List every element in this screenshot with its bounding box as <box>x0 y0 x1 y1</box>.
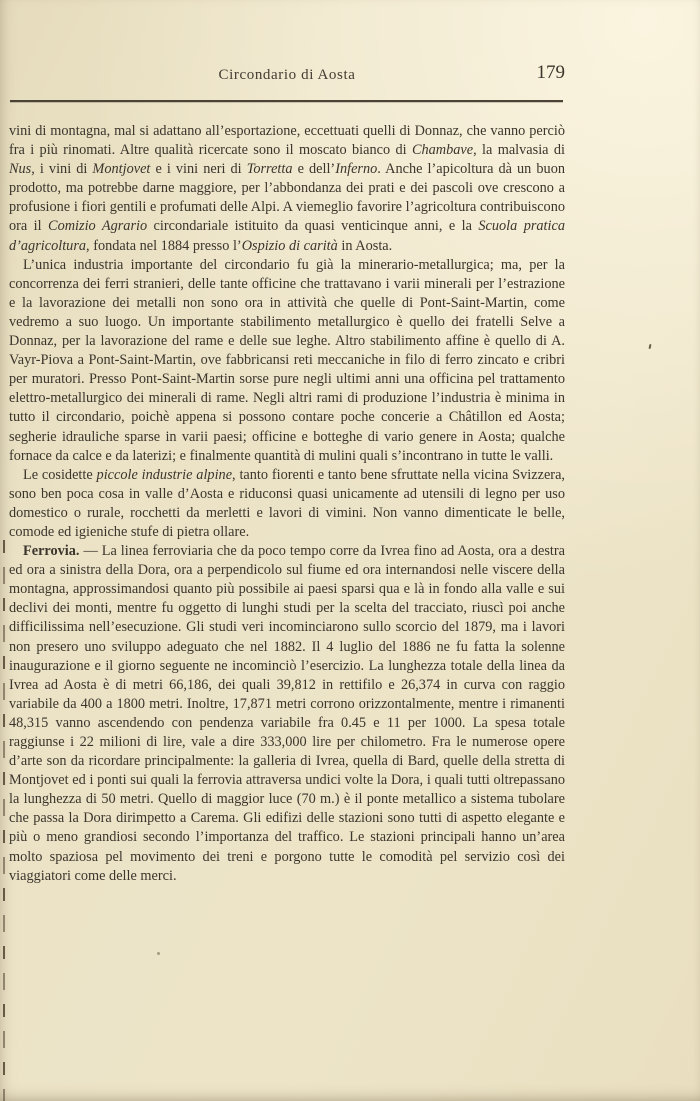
running-title: Circondario di Aosta <box>218 67 356 83</box>
scan-speck <box>648 344 651 349</box>
paragraph-wines-agriculture: vini di montagna, mal si adattano all’esportazione, eccettuati quelli di Donnaz, che vanno perciò fra i più rinomati. Altre qualità ricercate sono il moscato bianco di Chambave, la malvasia di Nus, i vini di Montjovet e i vini neri di Torretta e dell’Inferno. Anche l’apicoltura dà un buon prodotto, ma potrebbe darne maggiore, per l’abbondanza dei prati e dei pascoli ove crescono a profusione i fiori gentili e profumati delle Alpi. A viemeglio favorire l’agricoltura contribuiscono ora il Comizio Agrario circondariale istituito da quasi venticinque anni, e la Scuola pratica d’agricoltura, fondata nel 1884 presso l’Ospizio di carità in Aosta. <box>9 123 565 254</box>
paragraph-alpine-industries: Le cosidette piccole industrie alpine, tanto fiorenti e tanto bene sfruttate nella vicina Svizzera, sono ben poca cosa in valle d’Aosta e riduconsi quasi unicamente ad utensili di legno per uso domestico o rurale, rocchetti da merletti e lavori di vimini. Non vanno dimenticate le belle, comode ed igieniche stufe di pietra ollare. <box>9 466 565 540</box>
page-number: 179 <box>536 62 565 83</box>
paragraph-railway: Ferrovia. — La linea ferroviaria che da poco tempo corre da Ivrea fino ad Aosta, ora a destra ed ora a sinistra della Dora, ora a perpendicolo sul fiume ed ora internandosi nelle viscere della montagna, approssimandosi quanto più possibile ai paesi sparsi qua e là in fondo alla valle e sui declivi dei monti, mentre fu oggetto di lunghi studi per la scelta del tracciato, riuscì poi anche difficilissima nell’esecuzione. Gli studi veri incominciarono sullo scorcio del 1879, ma i lavori non presero uno sviluppo adeguato che nel 1882. Il 4 luglio del 1886 ne fu fatta la solenne inaugurazione e il giorno seguente ne incominciò l’esercizio. La lunghezza totale della linea da Ivrea ad Aosta è di metri 66,186, dei quali 39,812 in rettifilo e 26,374 in curva con raggio variabile da 400 a 1800 metri. Inoltre, 17,871 metri corrono orizzontalmente, mentre i rimanenti 48,315 vanno ascendendo con pendenza variabile fra 0.45 e 11 per 1000. La spesa totale raggiunse i 22 milioni di lire, vale a dire 333,000 lire per chilometro. Fra le numerose opere d’arte son da ricordare principalmente: la galleria di Ivrea, quella di Bard, quelle della stretta di Montjovet ed i ponti sui quali la ferrovia attraversa undici volte la Dora, i quali tutti oltrepassano la lunghezza di 50 metri. Quello di maggior luce (70 m.) è il ponte metallico a sistema tubolare che passa la Dora dirimpetto a Carema. Gli edifizi delle stazioni sono tutti di aspetto elegante e più o meno grandiosi secondo l’importanza del traffico. Le stazioni principali hanno un’area molto spaziosa pel movimento dei treni e porgono tutte le comodità pel servizio così dei viaggiatori come delle merci. <box>9 543 565 884</box>
paragraph-industry: L’unica industria importante del circondario fu già la minerario-metallurgica; ma, per la concorrenza dei ferri stranieri, delle tante officine che trattavano i varii minerali per l’estrazione e la lavorazione dei metalli non sono ora in attività che quelle di Pont-Saint-Martin, come vedremo a suo luogo. Un importante stabilimento metallurgico è quello dei fratelli Selve a Donnaz, per la lavorazione del rame e delle sue leghe. Altro stabilimento affine è quello di A. Vayr-Piova a Pont-Saint-Martin, ove fabbricansi reti meccaniche in filo di ferro zincato e cribri per muratori. Presso Pont-Saint-Martin sorse pure negli ultimi anni una officina pel trattamento elettro-metallurgico dei minerali di rame. Negli altri rami di produzione l’industria è minima in tutto il circondario, poichè appena si possono contare poche concerie a Châtillon ed Aosta; segherie idrauliche sparse in varii paesi; officine e botteghe di vario genere in Aosta; qualche fornace da calce e da laterizi; e finalmente quantità di mulini quali s’incontrano in tutte le valli. <box>9 256 565 464</box>
scan-speck <box>157 952 160 955</box>
header-rule <box>10 100 563 102</box>
page-body <box>9 122 565 886</box>
binding-edge-mark <box>3 540 5 1101</box>
